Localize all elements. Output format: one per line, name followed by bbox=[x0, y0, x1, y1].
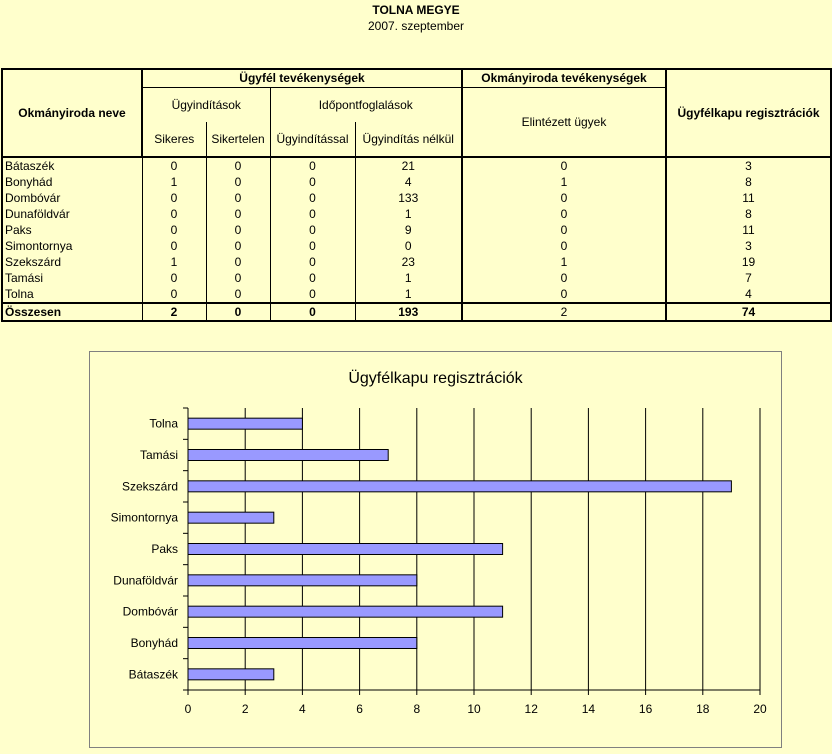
cell-fail: 0 bbox=[206, 222, 270, 238]
cell-without-initiation: 1 bbox=[355, 206, 462, 222]
table-row bbox=[2, 157, 831, 174]
group-header-client: Ügyfél tevékenységek bbox=[142, 69, 462, 88]
cell-done: 1 bbox=[462, 174, 666, 190]
col-header-success: Sikeres bbox=[142, 122, 206, 157]
cell-done: 2 bbox=[462, 303, 666, 321]
cell-fail: 0 bbox=[206, 303, 270, 321]
col-header-fail: Sikertelen bbox=[206, 122, 270, 157]
cell-success: 2 bbox=[142, 303, 206, 321]
cell-without-initiation: 23 bbox=[355, 254, 462, 270]
page-title: TOLNA MEGYE bbox=[372, 3, 460, 17]
cell-without-initiation: 4 bbox=[355, 174, 462, 190]
x-tick-label: 16 bbox=[638, 702, 653, 716]
cell-without-initiation: 21 bbox=[355, 157, 462, 174]
chart-panel bbox=[89, 351, 782, 748]
x-tick-label: 10 bbox=[467, 702, 481, 716]
cell-success: 0 bbox=[142, 190, 206, 206]
cell-gateway: 4 bbox=[666, 286, 831, 303]
x-tick-label: 2 bbox=[241, 702, 249, 716]
bar bbox=[188, 450, 388, 461]
x-tick-label: 20 bbox=[753, 702, 767, 716]
cell-gateway: 7 bbox=[666, 270, 831, 286]
col-header-without: Ügyindítás nélkül bbox=[355, 122, 462, 157]
cell-done: 0 bbox=[462, 206, 666, 222]
table-row bbox=[2, 238, 831, 254]
x-tick-label: 18 bbox=[696, 702, 710, 716]
y-tick-label: Bátaszék bbox=[128, 667, 178, 682]
cell-fail: 0 bbox=[206, 270, 270, 286]
x-tick-label: 4 bbox=[299, 702, 306, 716]
table-row bbox=[2, 270, 831, 286]
y-tick-label: Dombóvár bbox=[122, 604, 178, 619]
bar bbox=[188, 606, 503, 617]
cell-with-initiation: 0 bbox=[270, 270, 355, 286]
cell-done: 0 bbox=[462, 270, 666, 286]
y-tick-label: Tolna bbox=[149, 416, 178, 431]
cell-office-name: Bonyhád bbox=[2, 174, 142, 190]
col-header-office: Okmányiroda neve bbox=[2, 69, 142, 157]
bar bbox=[188, 481, 731, 492]
y-tick-label: Paks bbox=[151, 542, 178, 556]
cell-with-initiation: 0 bbox=[270, 286, 355, 303]
cell-with-initiation: 0 bbox=[270, 206, 355, 222]
cell-without-initiation: 9 bbox=[355, 222, 462, 238]
bar bbox=[188, 418, 302, 429]
cell-success: 0 bbox=[142, 206, 206, 222]
group-header-office: Okmányiroda tevékenységek bbox=[462, 69, 666, 88]
cell-fail: 0 bbox=[206, 206, 270, 222]
cell-gateway: 19 bbox=[666, 254, 831, 270]
table-row bbox=[2, 206, 831, 222]
cell-fail: 0 bbox=[206, 238, 270, 254]
cell-gateway: 74 bbox=[666, 303, 831, 321]
table-row bbox=[2, 222, 831, 238]
bar bbox=[188, 512, 274, 523]
cell-gateway: 8 bbox=[666, 206, 831, 222]
x-tick-label: 6 bbox=[356, 702, 363, 716]
cell-office-name: Dombóvár bbox=[2, 190, 142, 206]
y-tick-label: Bonyhád bbox=[130, 636, 178, 650]
cell-done: 0 bbox=[462, 238, 666, 254]
cell-without-initiation: 0 bbox=[355, 238, 462, 254]
cell-office-name: Simontornya bbox=[2, 238, 142, 254]
cell-done: 0 bbox=[462, 286, 666, 303]
col-header-done: Elintézett ügyek bbox=[462, 88, 666, 158]
cell-office-name: Paks bbox=[2, 222, 142, 238]
cell-gateway: 11 bbox=[666, 222, 831, 238]
bar-chart bbox=[90, 352, 781, 747]
cell-with-initiation: 0 bbox=[270, 190, 355, 206]
cell-success: 0 bbox=[142, 286, 206, 303]
cell-with-initiation: 0 bbox=[270, 303, 355, 321]
cell-done: 0 bbox=[462, 157, 666, 174]
cell-office-name: Tolna bbox=[2, 286, 142, 303]
cell-gateway: 11 bbox=[666, 190, 831, 206]
y-tick-label: Szekszárd bbox=[121, 479, 178, 494]
y-tick-label: Simontornya bbox=[110, 510, 178, 525]
x-tick-label: 0 bbox=[184, 702, 192, 716]
table-total-row bbox=[2, 303, 831, 321]
cell-office-name: Tamási bbox=[2, 270, 142, 286]
cell-gateway: 8 bbox=[666, 174, 831, 190]
y-tick-label: Tamási bbox=[139, 448, 178, 462]
cell-without-initiation: 133 bbox=[355, 190, 462, 206]
cell-success: 1 bbox=[142, 254, 206, 270]
cell-gateway: 3 bbox=[666, 238, 831, 254]
cell-without-initiation: 1 bbox=[355, 286, 462, 303]
cell-success: 1 bbox=[142, 174, 206, 190]
cell-success: 0 bbox=[142, 222, 206, 238]
cell-success: 0 bbox=[142, 270, 206, 286]
cell-office-name: Bátaszék bbox=[2, 157, 142, 174]
bar bbox=[188, 575, 417, 586]
cell-success: 0 bbox=[142, 157, 206, 174]
table-row bbox=[2, 286, 831, 303]
cell-with-initiation: 0 bbox=[270, 222, 355, 238]
cell-fail: 0 bbox=[206, 157, 270, 174]
col-header-with: Ügyindítással bbox=[270, 122, 355, 157]
cell-with-initiation: 0 bbox=[270, 238, 355, 254]
cell-gateway: 3 bbox=[666, 157, 831, 174]
subheader-appointments: Időpontfoglalások bbox=[270, 88, 462, 123]
table-row bbox=[2, 254, 831, 270]
cell-done: 0 bbox=[462, 222, 666, 238]
x-tick-label: 14 bbox=[581, 702, 596, 716]
cell-fail: 0 bbox=[206, 174, 270, 190]
cell-without-initiation: 193 bbox=[355, 303, 462, 321]
cell-fail: 0 bbox=[206, 254, 270, 270]
bar bbox=[188, 638, 417, 649]
bar bbox=[188, 669, 274, 680]
cell-office-name: Összesen bbox=[2, 303, 142, 321]
cell-with-initiation: 0 bbox=[270, 157, 355, 174]
page-subtitle: 2007. szeptember bbox=[367, 19, 465, 33]
cell-office-name: Szekszárd bbox=[2, 254, 142, 270]
cell-without-initiation: 1 bbox=[355, 270, 462, 286]
table-row bbox=[2, 174, 831, 190]
chart-title: Ügyfélkapu regisztrációk bbox=[348, 370, 523, 387]
x-tick-label: 8 bbox=[413, 702, 421, 716]
col-header-gateway: Ügyfélkapu regisztrációk bbox=[666, 69, 831, 157]
cell-office-name: Dunaföldvár bbox=[2, 206, 142, 222]
cell-with-initiation: 0 bbox=[270, 174, 355, 190]
data-table bbox=[1, 68, 832, 322]
cell-with-initiation: 0 bbox=[270, 254, 355, 270]
x-tick-label: 12 bbox=[524, 702, 538, 716]
subheader-initiations: Ügyindítások bbox=[142, 88, 270, 123]
cell-fail: 0 bbox=[206, 190, 270, 206]
bar bbox=[188, 544, 503, 555]
cell-done: 0 bbox=[462, 190, 666, 206]
table-row bbox=[2, 190, 831, 206]
cell-fail: 0 bbox=[206, 286, 270, 303]
cell-success: 0 bbox=[142, 238, 206, 254]
y-tick-label: Dunaföldvár bbox=[113, 573, 178, 588]
cell-done: 1 bbox=[462, 254, 666, 270]
